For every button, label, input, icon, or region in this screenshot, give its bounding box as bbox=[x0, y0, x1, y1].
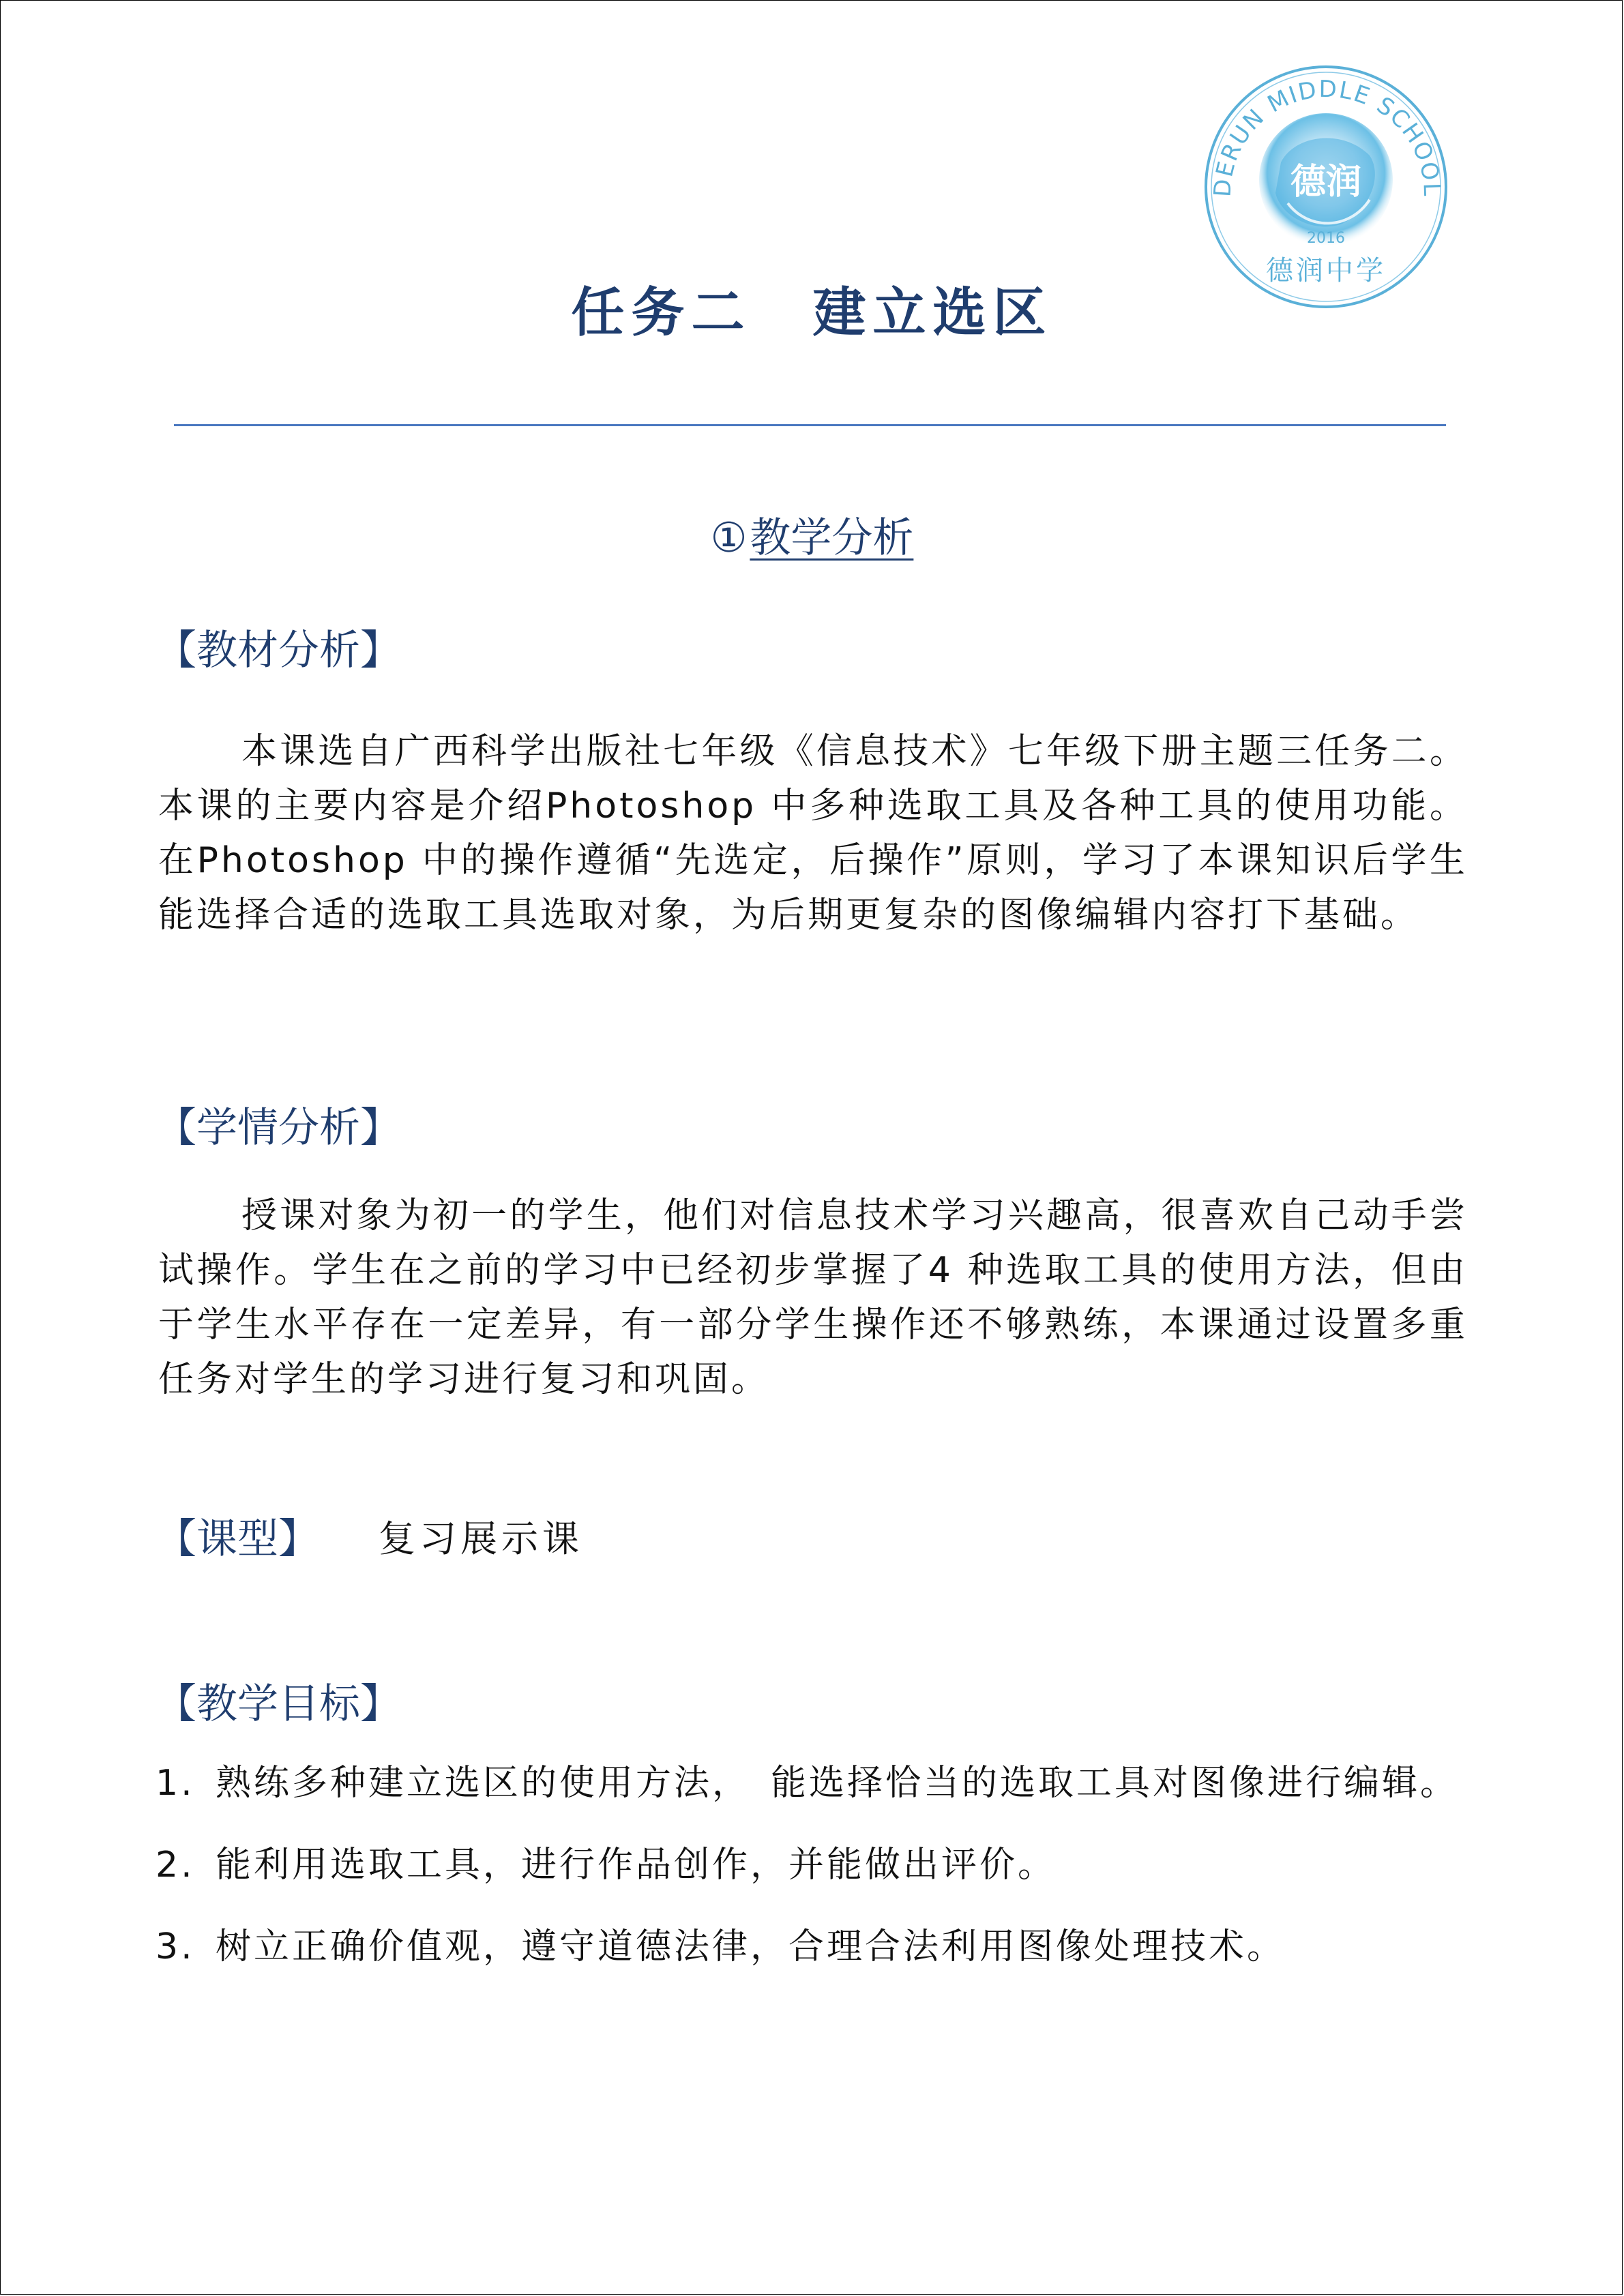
objectives-heading: 【教学目标】 bbox=[156, 1680, 401, 1728]
school-logo bbox=[1199, 60, 1453, 314]
student-analysis-heading: 【学情分析】 bbox=[156, 1104, 401, 1152]
objective-text: 熟练多种建立选区的使用方法， 能选择恰当的选取工具对图像进行编辑。 bbox=[216, 1763, 1459, 1804]
material-analysis-heading: 【教材分析】 bbox=[156, 627, 401, 674]
title-divider bbox=[174, 424, 1446, 426]
objective-item bbox=[156, 1838, 1472, 1892]
objective-item bbox=[156, 1920, 1472, 1974]
objective-number: 2. bbox=[156, 1845, 195, 1885]
logo-year: 2016 bbox=[1307, 230, 1345, 247]
section-label: 教学分析 bbox=[750, 514, 914, 562]
objective-number: 1. bbox=[156, 1763, 195, 1804]
document-title bbox=[0, 281, 1624, 345]
objectives-list bbox=[156, 1756, 1472, 2001]
objective-text: 树立正确价值观，遵守道德法律，合理合法利用图像处理技术。 bbox=[216, 1926, 1286, 1967]
objective-item bbox=[156, 1756, 1472, 1810]
lesson-type-heading: 【课型】 bbox=[156, 1515, 319, 1563]
logo-bottom-text: 德润中学 bbox=[1266, 255, 1386, 286]
student-analysis-text: 授课对象为初一的学生，他们对信息技术学习兴趣高，很喜欢自己动手尝试操作。学生在之前的学习中已经初步掌握了4 种选取工具的使用方法，但由于学生水平存在一定差异，有一部分学生操作还不够熟练，本课通过设置多重任务对学生的学习进行复习和巩固。 bbox=[158, 1195, 1468, 1400]
material-analysis-text: 本课选自广西科学出版社七年级《信息技术》七年级下册主题三任务二。本课的主要内容是介绍Photoshop 中多种选取工具及各种工具的使用功能。在Photoshop 中的操作遵循“先选定，后操作”原则，学习了本课知识后学生能选择合适的选取工具选取对象，为后期更复杂的图像编辑内容打下基础。 bbox=[158, 731, 1468, 936]
title-part-2: 建立选区 bbox=[812, 282, 1053, 344]
title-part-1: 任务二 bbox=[571, 282, 752, 344]
objective-number: 3. bbox=[156, 1926, 195, 1967]
logo-ring-text: DERUN MIDDLE SCHOOL bbox=[1209, 75, 1446, 198]
section-heading bbox=[0, 511, 1624, 565]
logo-center-text: 德润 bbox=[1290, 161, 1362, 203]
section-number: ① bbox=[710, 514, 748, 562]
lesson-type-value: 复习展示课 bbox=[379, 1517, 583, 1560]
objective-text: 能利用选取工具，进行作品创作，并能做出评价。 bbox=[216, 1845, 1057, 1885]
